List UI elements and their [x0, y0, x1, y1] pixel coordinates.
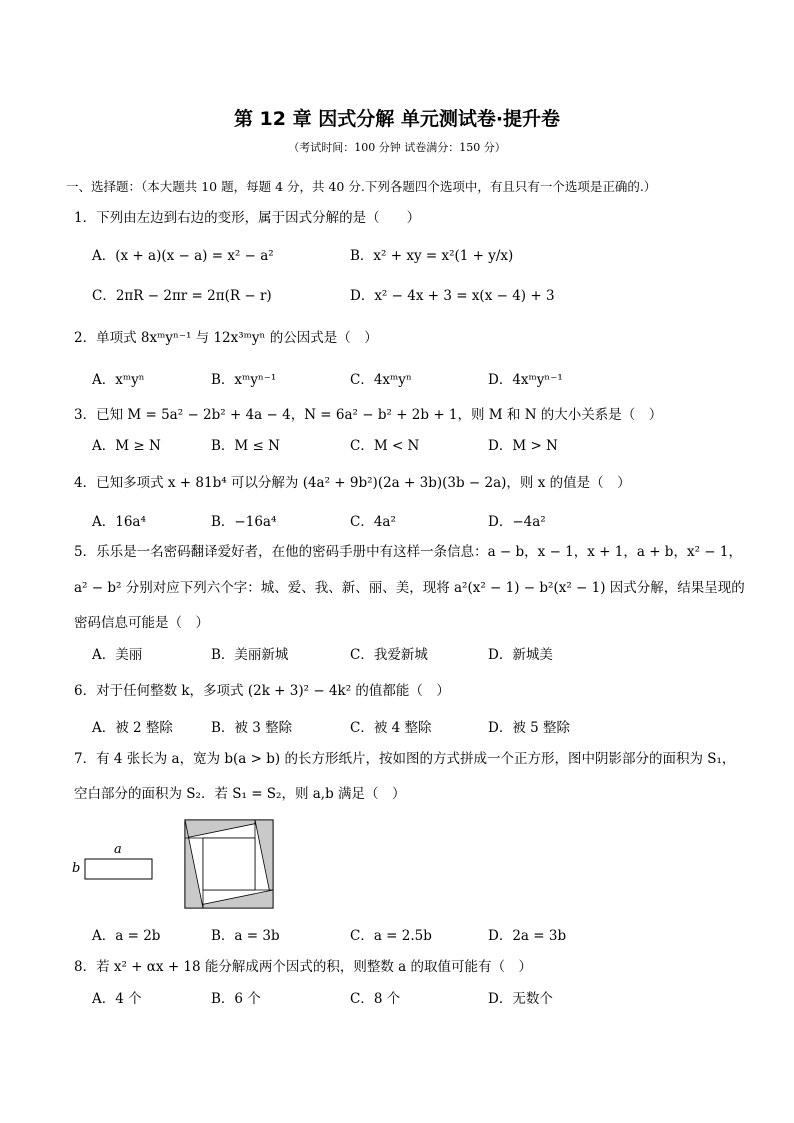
q4-option-b: B．−16a⁴ [211, 514, 277, 530]
question-1-stem: 1．下列由左边到右边的变形，属于因式分解的是（ ） [74, 210, 421, 226]
q4-option-a: A．16a⁴ [92, 514, 146, 530]
question-2-stem: 2．单项式 8xᵐyⁿ⁻¹ 与 12x³ᵐyⁿ 的公因式是（ ） [74, 330, 378, 346]
section-heading: 一、选择题：（本大题共 10 题，每题 4 分，共 40 分.下列各题四个选项中，有且只有一个选项是正确的.） [66, 179, 657, 194]
q7-option-d: D．2a = 3b [488, 928, 567, 944]
q7-option-c: C．a = 2.5b [350, 928, 432, 944]
q6-option-c: C．被 4 整除 [350, 720, 432, 736]
page-title: 第 12 章 因式分解 单元测试卷·提升卷 [233, 108, 561, 130]
q8-option-b: B．6 个 [211, 991, 261, 1007]
question-3-stem: 3．已知 M = 5a² − 2b² + 4a − 4，N = 6a² − b² + 2b + 1，则 M 和 N 的大小关系是（ ） [74, 407, 663, 423]
question-5-stem-line-3: 密码信息可能是（ ） [74, 615, 209, 631]
q6-option-b: B．被 3 整除 [211, 720, 293, 736]
label-a: a [114, 842, 122, 857]
q4-option-c: C．4a² [350, 514, 396, 530]
question-5-stem-line-2: a² − b² 分别对应下列六个字：城、爱、我、新、丽、美，现将 a²(x² − 1) − b²(x² − 1) 因式分解，结果呈现的 [74, 580, 745, 596]
q1-option-c: C．2πR − 2πr = 2π(R − r) [92, 288, 272, 304]
q5-option-c: C．我爱新城 [350, 647, 428, 663]
q3-option-a: A．M ≥ N [92, 438, 161, 454]
q2-option-c: C．4xᵐyⁿ [350, 372, 412, 388]
q1-option-a: A．(x + a)(x − a) = x² − a² [92, 248, 274, 264]
rectangle-figure [70, 818, 290, 914]
q5-option-b: B．美丽新城 [211, 647, 289, 663]
question-8-stem: 8．若 x² + αx + 18 能分解成两个因式的积，则整数 a 的取值可能有（ ） [74, 959, 533, 975]
q3-option-d: D．M > N [488, 438, 558, 454]
label-b: b [72, 861, 81, 876]
q7-option-a: A．a = 2b [92, 928, 161, 944]
q4-option-d: D．−4a² [488, 514, 546, 530]
single-rectangle [85, 859, 152, 879]
question-7-stem-line-2: 空白部分的面积为 S₂．若 S₁ = S₂，则 a,b 满足（ ） [74, 786, 406, 802]
q2-option-a: A．xᵐyⁿ [92, 372, 145, 388]
question-5-stem-line-1: 5．乐乐是一名密码翻译爱好者，在他的密码手册中有这样一条信息：a − b，x − 1，x + 1，a + b，x² − 1， [74, 544, 742, 560]
q8-option-d: D．无数个 [488, 991, 553, 1007]
q7-option-b: B．a = 3b [211, 928, 280, 944]
question-4-stem: 4．已知多项式 x + 81b⁴ 可以分解为 (4a² + 9b²)(2a + 3b)(3b − 2a)，则 x 的值是（ ） [74, 475, 631, 491]
question-7-stem-line-1: 7．有 4 张长为 a，宽为 b(a > b) 的长方形纸片，按如图的方式拼成一个正方形，图中阴影部分的面积为 S₁， [74, 751, 736, 767]
q1-option-b: B．x² + xy = x²(1 + y/x) [350, 248, 514, 264]
q1-option-d: D．x² − 4x + 3 = x(x − 4) + 3 [350, 288, 555, 304]
q6-option-d: D．被 5 整除 [488, 720, 570, 736]
q3-option-b: B．M ≤ N [211, 438, 280, 454]
exam-info: （考试时间：100 分钟 试卷满分：150 分） [288, 141, 506, 154]
q8-option-a: A．4 个 [92, 991, 142, 1007]
q6-option-a: A．被 2 整除 [92, 720, 173, 736]
q2-option-d: D．4xᵐyⁿ⁻¹ [488, 372, 563, 388]
q8-option-c: C．8 个 [350, 991, 401, 1007]
square-composition [185, 820, 273, 908]
q5-option-a: A．美丽 [92, 647, 143, 663]
q5-option-d: D．新城美 [488, 647, 553, 663]
question-6-stem: 6．对于任何整数 k，多项式 (2k + 3)² − 4k² 的值都能（ ） [74, 683, 450, 699]
q3-option-c: C．M < N [350, 438, 420, 454]
q2-option-b: B．xᵐyⁿ⁻¹ [211, 372, 277, 388]
q7-diagram [70, 818, 290, 914]
